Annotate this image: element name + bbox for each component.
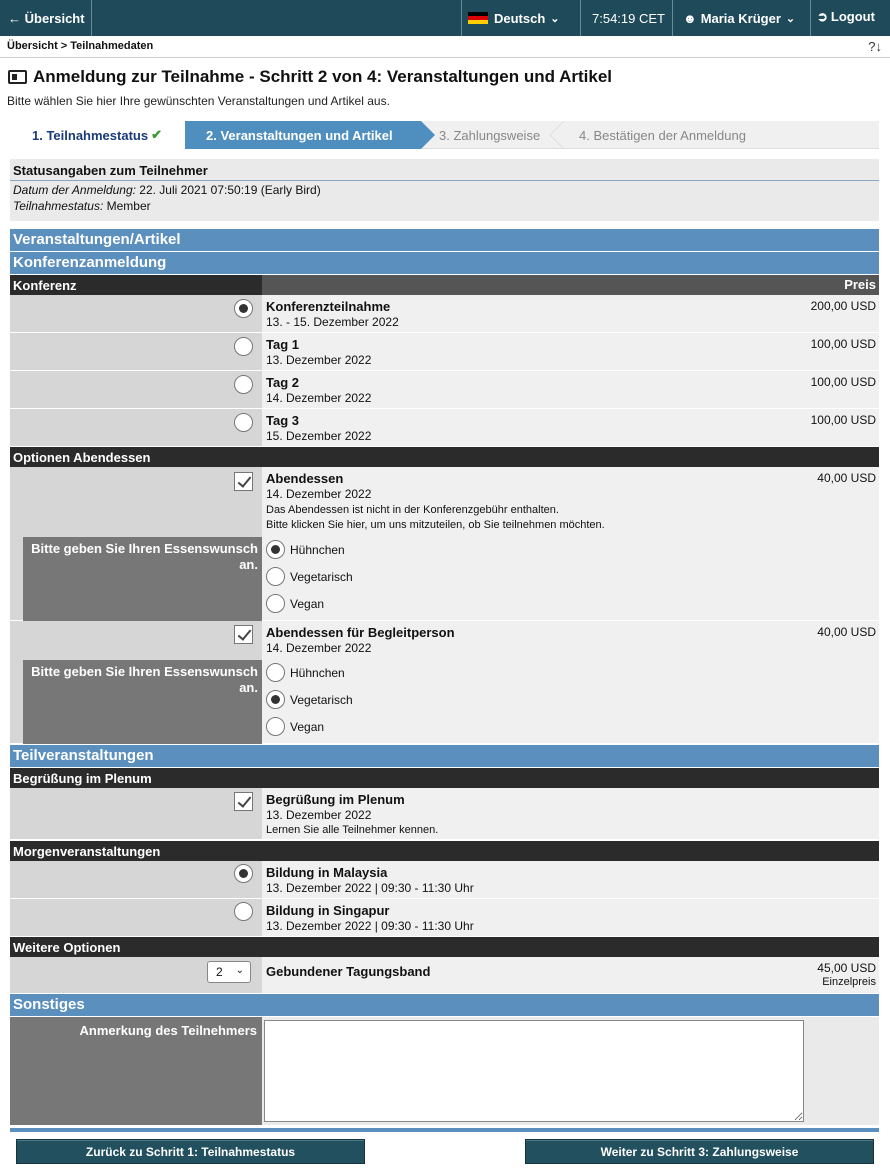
step-4 <box>563 121 879 149</box>
clock <box>581 0 673 36</box>
overview-link[interactable] <box>0 0 92 36</box>
companion-meal-preference-prompt: Bitte geben Sie Ihren Essenswunsch an. <box>23 660 262 744</box>
day3-radio[interactable] <box>234 413 253 432</box>
section-misc: Sonstiges <box>10 994 879 1016</box>
welcome-header: Begrüßung im Plenum <box>10 768 879 788</box>
day1-row[interactable] <box>10 333 879 371</box>
singapore-title: Bildung in Singapur <box>266 903 390 918</box>
morning-row-singapore[interactable] <box>10 899 879 937</box>
day2-price: 100,00 USD <box>810 375 876 389</box>
meal-preference-prompt: Bitte geben Sie Ihren Essenswunsch an. <box>23 537 262 621</box>
unit-price-note: Einzelpreis <box>822 976 876 988</box>
proceedings-title: Gebundener Tagungsband <box>266 964 431 979</box>
meal-option-vegetarian[interactable]: Vegetarisch <box>266 567 353 586</box>
participant-status <box>10 159 879 221</box>
day2-title: Tag 2 <box>266 375 299 390</box>
notes-label: Anmerkung des Teilnehmers <box>10 1017 262 1125</box>
chevron-down-icon: ⌄ <box>785 12 796 25</box>
user-name: Maria Krüger <box>700 10 781 26</box>
malaysia-date: 13. Dezember 2022 | 09:30 - 11:30 Uhr <box>266 881 474 895</box>
malaysia-title: Bildung in Malaysia <box>266 865 388 880</box>
page-title-text: Anmeldung zur Teilnahme - Schritt 2 von 4: Veranstaltungen und Artikel <box>33 67 613 86</box>
conference-price: 200,00 USD <box>810 299 876 313</box>
footer-divider <box>10 1128 879 1132</box>
language-dropdown[interactable] <box>461 0 581 36</box>
step-1[interactable] <box>10 121 185 149</box>
meal-option-vegan[interactable]: Vegan <box>266 594 324 613</box>
user-icon: ☻ <box>683 10 697 26</box>
dinner-row <box>10 467 879 621</box>
conference-radio[interactable] <box>234 299 253 318</box>
companion-dinner-price: 40,00 USD <box>817 625 876 639</box>
conference-row[interactable] <box>10 295 879 333</box>
dinner-desc: Das Abendessen ist nicht in der Konferenzgebühr enthalten. <box>266 504 559 516</box>
day3-row[interactable] <box>10 409 879 447</box>
conference-header-label: Konferenz <box>13 278 77 293</box>
day2-radio[interactable] <box>234 375 253 394</box>
participation-status: Teilnahmestatus: Member <box>13 199 151 213</box>
wizard-steps <box>10 121 879 149</box>
chicken-radio[interactable] <box>266 663 285 682</box>
singapore-date: 13. Dezember 2022 | 09:30 - 11:30 Uhr <box>266 919 474 933</box>
dinner-price: 40,00 USD <box>817 471 876 485</box>
welcome-row <box>10 788 879 840</box>
vegetarian-radio[interactable] <box>266 690 285 709</box>
page-subtitle: Bitte wählen Sie hier Ihre gewünschten Veranstaltungen und Artikel aus. <box>7 94 390 108</box>
clock-time: 7:54:19 CET <box>592 10 665 26</box>
section-sub-events: Teilveranstaltungen <box>10 745 879 767</box>
dinner-desc-link[interactable]: Bitte klicken Sie hier, um uns mitzuteilen, ob Sie teilnehmen möchten. <box>266 519 605 531</box>
user-menu[interactable] <box>673 0 811 36</box>
more-options-header: Weitere Optionen <box>10 937 879 957</box>
step-2-label: 2. Veranstaltungen und Artikel <box>206 127 393 143</box>
welcome-date: 13. Dezember 2022 <box>266 808 372 822</box>
day2-date: 14. Dezember 2022 <box>266 391 372 405</box>
companion-meal-option-chicken[interactable]: Hühnchen <box>266 663 345 682</box>
vegan-radio[interactable] <box>266 594 285 613</box>
day1-price: 100,00 USD <box>810 337 876 351</box>
breadcrumb <box>0 36 890 58</box>
companion-dinner-title: Abendessen für Begleitperson <box>266 625 455 640</box>
registration-date: Datum der Anmeldung: 22. Juli 2021 07:50:19 (Early Bird) <box>13 183 321 197</box>
dinner-checkbox[interactable] <box>234 472 253 491</box>
id-card-icon <box>8 70 27 84</box>
overview-label: ← Übersicht <box>8 10 85 26</box>
next-button[interactable]: Weiter zu Schritt 3: Zahlungsweise <box>525 1139 874 1164</box>
section-conference-registration: Konferenzanmeldung <box>10 252 879 274</box>
day3-title: Tag 3 <box>266 413 299 428</box>
day1-title: Tag 1 <box>266 337 299 352</box>
welcome-desc: Lernen Sie alle Teilnehmer kennen. <box>266 824 439 836</box>
companion-dinner-date: 14. Dezember 2022 <box>266 641 372 655</box>
back-button[interactable]: Zurück zu Schritt 1: Teilnahmestatus <box>16 1139 365 1164</box>
chicken-radio[interactable] <box>266 540 285 559</box>
chevron-down-icon: ⌄ <box>550 12 560 25</box>
dinner-title: Abendessen <box>266 471 344 486</box>
step-1-label: 1. Teilnahmestatus <box>32 127 149 143</box>
status-heading: Statusangaben zum Teilnehmer <box>10 159 879 181</box>
companion-meal-option-vegan[interactable]: Vegan <box>266 717 324 736</box>
price-header: Preis <box>844 277 876 292</box>
day3-price: 100,00 USD <box>810 413 876 427</box>
day1-radio[interactable] <box>234 337 253 356</box>
dinner-options-header: Optionen Abendessen <box>10 447 879 467</box>
dinner-date: 14. Dezember 2022 <box>266 487 372 501</box>
meal-option-chicken[interactable]: Hühnchen <box>266 540 345 559</box>
vegetarian-radio[interactable] <box>266 567 285 586</box>
day1-date: 13. Dezember 2022 <box>266 353 372 367</box>
welcome-title: Begrüßung im Plenum <box>266 792 405 807</box>
chevron-down-icon: ⌄ <box>235 965 244 976</box>
step-3-label: 3. Zahlungsweise <box>439 127 541 143</box>
proceedings-price: 45,00 USD <box>817 961 876 975</box>
malaysia-radio[interactable] <box>234 864 253 883</box>
logout-button[interactable] <box>811 0 890 36</box>
step-3 <box>421 121 563 149</box>
proceedings-row <box>10 957 879 994</box>
singapore-radio[interactable] <box>234 902 253 921</box>
companion-meal-option-vegetarian[interactable]: Vegetarisch <box>266 690 353 709</box>
logout-icon: ➲ <box>817 9 828 24</box>
step-2 <box>185 121 421 149</box>
checkmark-icon: ✔ <box>151 127 162 142</box>
language-label: Deutsch <box>494 10 546 26</box>
help-icon[interactable]: ?↓ <box>868 39 882 54</box>
vegan-radio[interactable] <box>266 717 285 736</box>
page-title <box>8 67 612 87</box>
conference-title: Konferenzteilnahme <box>266 299 391 314</box>
day2-row[interactable] <box>10 371 879 409</box>
step-4-label: 4. Bestätigen der Anmeldung <box>579 127 746 143</box>
conference-header <box>10 275 879 295</box>
section-items: Veranstaltungen/Artikel <box>10 229 879 251</box>
notes-row <box>10 1017 879 1126</box>
morning-events-header: Morgenveranstaltungen <box>10 841 879 861</box>
companion-dinner-checkbox[interactable] <box>234 625 253 644</box>
quantity-select[interactable]: 2 ⌄ <box>207 961 251 983</box>
conference-date: 13. - 15. Dezember 2022 <box>266 315 399 329</box>
welcome-checkbox[interactable] <box>234 792 253 811</box>
day3-date: 15. Dezember 2022 <box>266 429 372 443</box>
notes-textarea[interactable] <box>264 1020 804 1122</box>
german-flag-icon <box>468 12 488 24</box>
companion-dinner-row <box>10 621 879 744</box>
breadcrumb-text[interactable]: Übersicht > Teilnahmedaten <box>7 40 154 52</box>
top-navigation-bar <box>0 0 890 36</box>
morning-row-malaysia[interactable] <box>10 861 879 899</box>
logout-label: Logout <box>830 9 875 24</box>
